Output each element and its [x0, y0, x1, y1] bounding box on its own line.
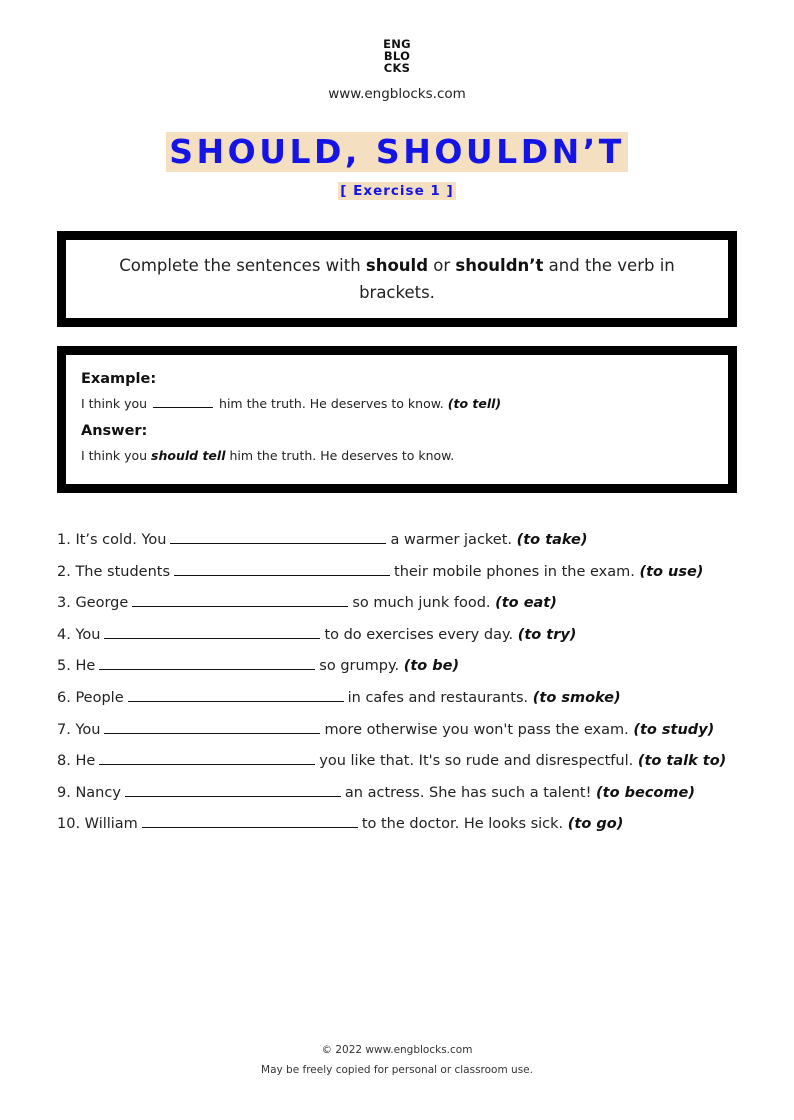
logo-line: ENG — [383, 37, 411, 51]
exercise-item: 4. You to do exercises every day. (to try) — [57, 626, 577, 643]
answer-blank[interactable] — [99, 656, 315, 670]
verb-hint: (to smoke) — [532, 689, 621, 706]
example-sentence: I think you him the truth. He deserves to know. (to tell) — [81, 396, 502, 411]
answer-blank[interactable] — [170, 530, 386, 544]
verb-hint: (to try) — [517, 626, 577, 643]
verb-hint: (to become) — [596, 784, 695, 801]
instructions-text: Complete the sentences with should or shouldn’t and the verb in brackets. — [119, 256, 675, 302]
example-box — [57, 346, 737, 493]
exercise-item: 6. People in cafes and restaurants. (to smoke) — [57, 689, 621, 706]
exercise-item: 7. You more otherwise you won't pass the exam. (to study) — [57, 721, 715, 738]
answer-sentence: I think you should tell him the truth. He deserves to know. — [81, 448, 455, 463]
verb-hint: (to be) — [403, 658, 460, 675]
engblocks-logo — [0, 38, 794, 74]
logo-line: BLO — [383, 49, 411, 63]
verb-hint: (to go) — [567, 816, 624, 833]
page-title: SHOULD, SHOULDN’T — [166, 132, 628, 172]
exercise-list — [57, 530, 757, 846]
answer-blank[interactable] — [125, 783, 341, 797]
logo-line: CKS — [383, 61, 411, 75]
exercise-item: 8. He you like that. It's so rude and disrespectful. (to talk to) — [57, 753, 727, 770]
verb-hint: (to study) — [633, 721, 715, 738]
site-url[interactable]: www.engblocks.com — [328, 86, 466, 102]
answer-blank[interactable] — [142, 814, 358, 828]
answer-blank[interactable] — [174, 562, 390, 576]
example-label: Example: — [81, 371, 157, 387]
verb-hint: (to talk to) — [637, 753, 727, 770]
exercise-item: 2. The students their mobile phones in the exam. (to use) — [57, 563, 704, 580]
footer-note: May be freely copied for personal or classroom use. — [261, 1064, 533, 1076]
answer-blank[interactable] — [128, 688, 344, 702]
exercise-item: 10. William to the doctor. He looks sick. (to go) — [57, 816, 624, 833]
exercise-item: 3. George so much junk food. (to eat) — [57, 595, 557, 612]
answer-label: Answer: — [81, 423, 148, 439]
keyword-should: should — [365, 256, 429, 275]
answer-fill: should tell — [151, 448, 226, 463]
exercise-item: 5. He so grumpy. (to be) — [57, 658, 460, 675]
verb-hint: (to use) — [639, 563, 704, 580]
keyword-shouldnt: shouldn’t — [455, 256, 544, 275]
answer-blank[interactable] — [99, 751, 315, 765]
example-blank — [153, 396, 213, 408]
footer-copyright: © 2022 www.engblocks.com — [321, 1044, 473, 1056]
exercise-label: [ Exercise 1 ] — [340, 183, 454, 199]
example-hint: (to tell) — [447, 396, 502, 411]
verb-hint: (to take) — [516, 532, 588, 548]
exercise-item: 1. It’s cold. You a warmer jacket. (to take) — [57, 532, 588, 548]
answer-blank[interactable] — [104, 625, 320, 639]
exercise-item: 9. Nancy an actress. She has such a talent! (to become) — [57, 784, 695, 801]
verb-hint: (to eat) — [495, 595, 557, 612]
instructions-box — [57, 231, 737, 327]
answer-blank[interactable] — [104, 720, 320, 734]
answer-blank[interactable] — [132, 593, 348, 607]
